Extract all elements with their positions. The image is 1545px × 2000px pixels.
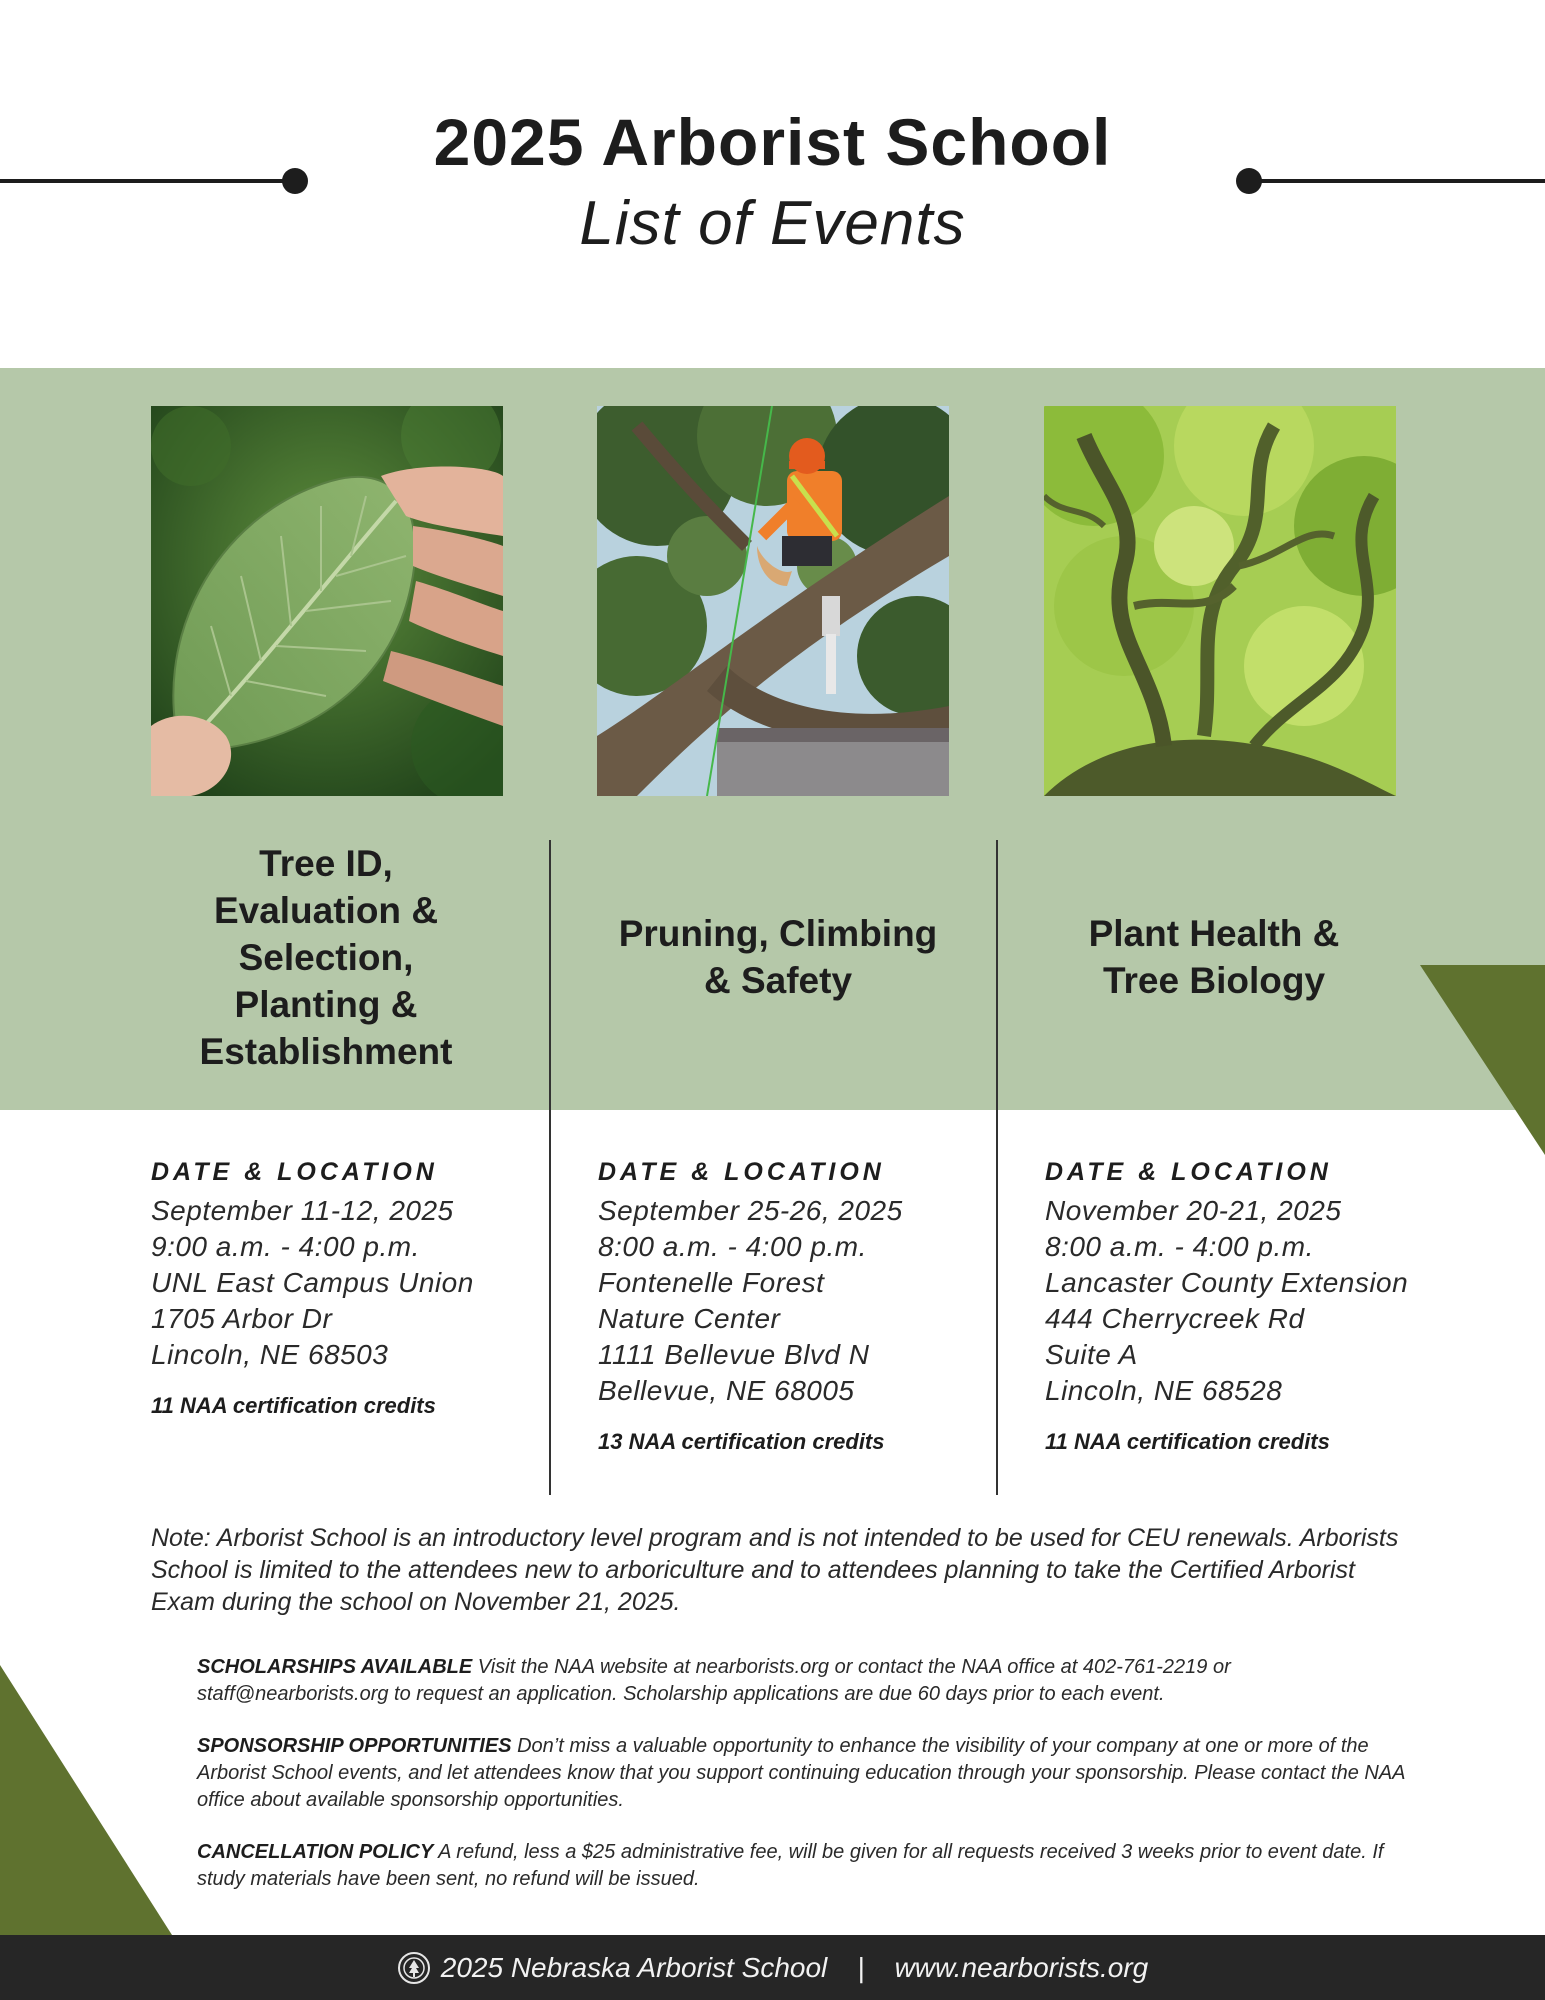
footer-school-name: 2025 Nebraska Arborist School bbox=[440, 1951, 828, 1983]
info-line: Suite A bbox=[1045, 1339, 1138, 1370]
course-title-line: Evaluation & bbox=[213, 890, 439, 931]
policy-heading: CANCELLATION POLICY bbox=[197, 1841, 434, 1863]
info-line: Bellevue, NE 68005 bbox=[598, 1375, 855, 1406]
info-line: November 20-21, 2025 bbox=[1045, 1195, 1342, 1226]
policies-section bbox=[197, 1654, 1427, 1918]
course-info-tree-id bbox=[151, 1158, 571, 1419]
course-title-line: Establishment bbox=[199, 1031, 453, 1072]
info-line: September 11-12, 2025 bbox=[151, 1195, 454, 1226]
policy-text: Visit the NAA website at nearborists.org or contact the NAA office at 402-761-2219 or staff@nearborists.org to request an application. Scholarship applications are due 60 days prior to each event. bbox=[197, 1656, 1231, 1705]
climber-photo bbox=[597, 406, 949, 796]
policy-cancellation bbox=[197, 1839, 1427, 1893]
info-line: Lancaster County Extension bbox=[1045, 1267, 1409, 1298]
naa-seal-icon bbox=[397, 1951, 431, 1985]
course-title-line: Tree ID, bbox=[259, 843, 393, 884]
info-line: Fontenelle Forest bbox=[598, 1267, 825, 1298]
course-title-line: & Safety bbox=[703, 960, 853, 1001]
info-line: Lincoln, NE 68503 bbox=[151, 1339, 389, 1370]
info-line: 8:00 a.m. - 4:00 p.m. bbox=[1045, 1231, 1314, 1262]
course-info-pruning bbox=[598, 1158, 1018, 1455]
credits-label: 11 NAA certification credits bbox=[151, 1393, 436, 1418]
course-title-line: Tree Biology bbox=[1102, 960, 1326, 1001]
program-note: Note: Arborist School is an introductory level program and is not intended to be used for CEU renewals. Arborists School is limited to the attendees new to arboriculture and to attendees planning to take the Certified Arborist Exam during the school on November 21, 2025. bbox=[151, 1524, 1399, 1616]
page-subtitle: List of Events bbox=[579, 189, 966, 258]
info-line: 8:00 a.m. - 4:00 p.m. bbox=[598, 1231, 867, 1262]
date-location-heading: DATE & LOCATION bbox=[598, 1158, 885, 1186]
policy-heading: SPONSORSHIP OPPORTUNITIES bbox=[197, 1735, 512, 1757]
course-title-pruning bbox=[568, 910, 988, 1004]
page-title: 2025 Arborist School bbox=[433, 105, 1112, 179]
policy-scholarships bbox=[197, 1654, 1427, 1708]
decorative-triangle-right bbox=[1420, 965, 1545, 1155]
info-line: 9:00 a.m. - 4:00 p.m. bbox=[151, 1231, 420, 1262]
date-location-heading: DATE & LOCATION bbox=[1045, 1158, 1332, 1186]
course-title-tree-id bbox=[116, 840, 536, 1075]
date-location-heading: DATE & LOCATION bbox=[151, 1158, 438, 1186]
course-title-line: Plant Health & bbox=[1088, 913, 1340, 954]
decorative-triangle-left bbox=[0, 1665, 172, 1935]
policy-text: A refund, less a $25 administrative fee, will be given for all requests received 3 weeks prior to event date. If study materials have been sent, no refund will be issued. bbox=[197, 1841, 1384, 1890]
course-info-plant-health bbox=[1045, 1158, 1465, 1455]
policy-heading: SCHOLARSHIPS AVAILABLE bbox=[197, 1656, 473, 1678]
credits-label: 13 NAA certification credits bbox=[598, 1429, 885, 1454]
info-line: 444 Cherrycreek Rd bbox=[1045, 1303, 1305, 1334]
footer-website-link[interactable]: www.nearborists.org bbox=[894, 1951, 1149, 1983]
info-line: 1705 Arbor Dr bbox=[151, 1303, 333, 1334]
tree-canopy-photo bbox=[1044, 406, 1396, 796]
info-line: Lincoln, NE 68528 bbox=[1045, 1375, 1283, 1406]
leaf-photo bbox=[151, 406, 503, 796]
page-footer bbox=[0, 1935, 1545, 2000]
footer-separator: | bbox=[857, 1951, 865, 1983]
policy-text: Don’t miss a valuable opportunity to enhance the visibility of your company at one or more of the Arborist School events, and let attendees know that you support continuing education through your sponsorship. Please contact the NAA office about available sponsorship opportunities. bbox=[197, 1735, 1405, 1811]
course-title-plant-health bbox=[1004, 910, 1424, 1004]
course-title-line: Selection, bbox=[238, 937, 414, 978]
course-title-line: Pruning, Climbing bbox=[618, 913, 938, 954]
info-line: 1111 Bellevue Blvd N bbox=[598, 1339, 870, 1370]
info-line: September 25-26, 2025 bbox=[598, 1195, 903, 1226]
policy-sponsorship bbox=[197, 1733, 1427, 1814]
page-header bbox=[0, 0, 1545, 368]
info-line: UNL East Campus Union bbox=[151, 1267, 474, 1298]
course-title-line: Planting & bbox=[234, 984, 418, 1025]
credits-label: 11 NAA certification credits bbox=[1045, 1429, 1330, 1454]
info-line: Nature Center bbox=[598, 1303, 781, 1334]
